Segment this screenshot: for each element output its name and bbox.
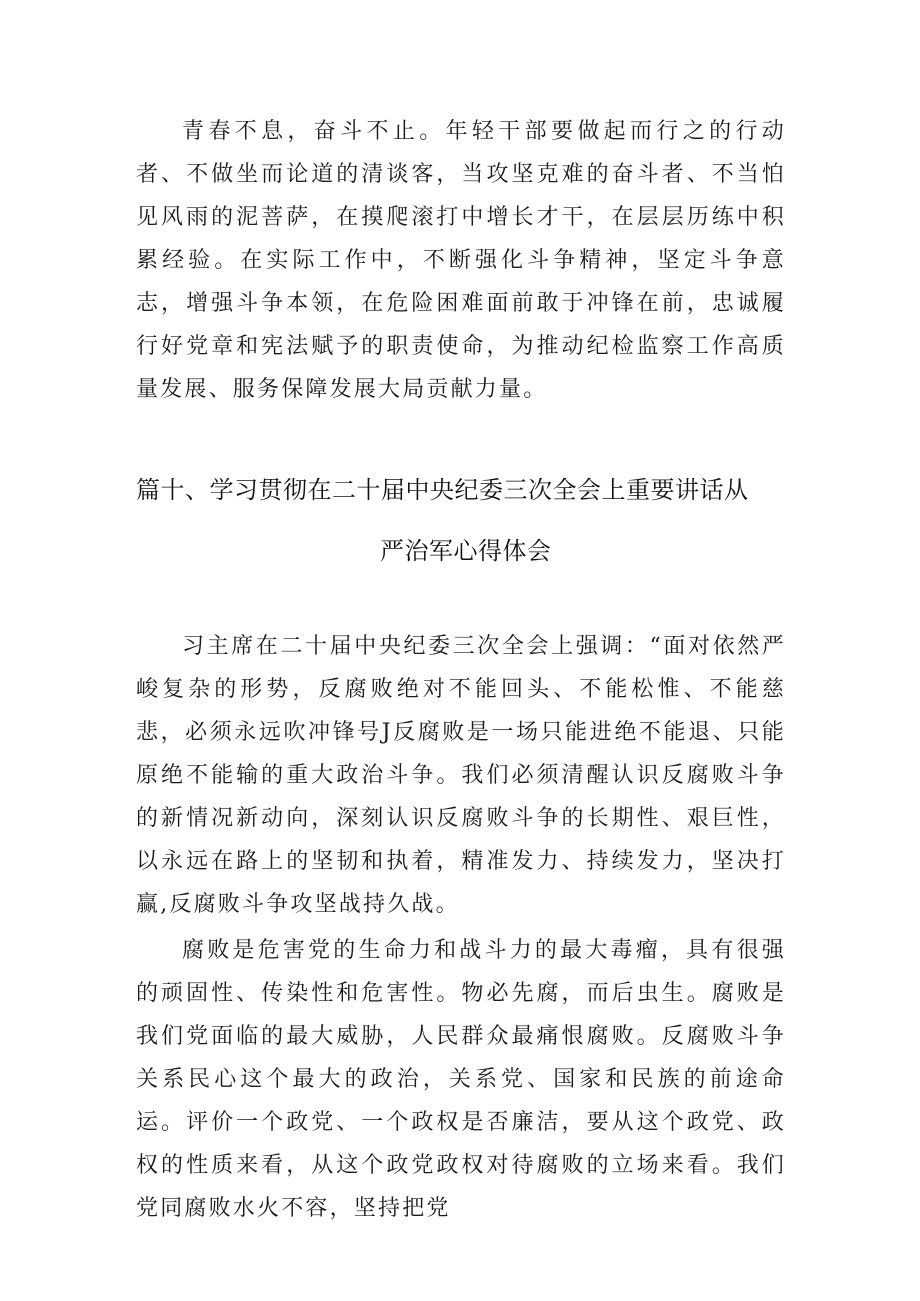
section-heading-line-2: 严治军心得体会	[380, 537, 552, 565]
body-paragraph-corruption: 腐败是危害党的生命力和战斗力的最大毒瘤，具有很强的顽固性、传染性和危害性。物必先腐，而后虫生。腐败是我们党面临的最大威胁，人民群众最痛恨腐败。反腐败斗争关系民心这个最大的政治，关系党、国家和民族的前途命运。评价一个政党、一个政权是否廉洁，要从这个政党、政权的性质来看，从这个政党政权对待腐败的立场来看。我们党同腐败水火不容，坚持把党	[136, 938, 786, 1221]
body-paragraph-youth-struggle: 青春不息，奋斗不止。年轻干部要做起而行之的行动者、不做坐而论道的清谈客，当攻坚克难的奋斗者、不当怕见风雨的泥菩萨，在摸爬滚打中增长才干，在层层历练中积累经验。在实际工作中，不断强化斗争精神，坚定斗争意志，增强斗争本领，在危险困难面前敢于冲锋在前，忠诚履行好党章和宪法赋予的职责使命，为推动纪检监察工作高质量发展、服务保障发展大局贡献力量。	[136, 119, 786, 402]
body-paragraph-quote: 习主席在二十届中央纪委三次全会上强调：“面对依然严峻复杂的形势，反腐败绝对不能回头、不能松惟、不能慈悲，必须永远吹冲锋号J反腐败是一场只能进绝不能退、只能原绝不能输的重大政治斗争。我们必须清醒认识反腐败斗争的新情况新动向，深刻认识反腐败斗争的长期性、艰巨性，以永远在路上的坚韧和执着，精准发力、持续发力，坚决打赢,反腐败斗争攻坚战持久战。	[136, 634, 786, 917]
section-heading-line-1: 篇十、学习贯彻在二十届中央纪委三次全会上重要讲话从	[136, 476, 749, 504]
